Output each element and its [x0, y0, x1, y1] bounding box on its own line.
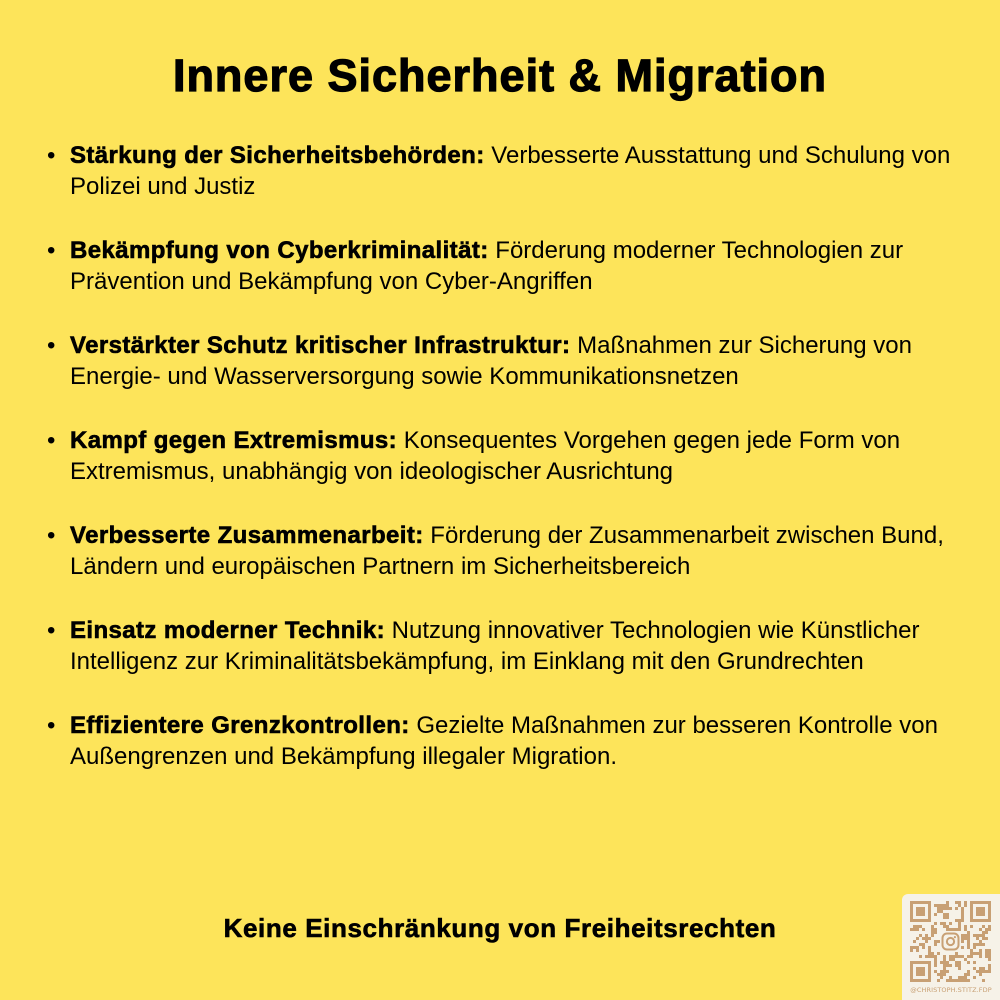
- qr-module: [931, 934, 934, 937]
- qr-module: [958, 967, 961, 970]
- qr-module: [982, 970, 985, 973]
- qr-module: [979, 955, 982, 958]
- qr-module: [934, 961, 937, 964]
- qr-module: [961, 919, 964, 922]
- qr-module: [967, 937, 970, 940]
- qr-module: [931, 928, 934, 931]
- item-text: Nutzung innovativer Technologien wie Künstlicher Intelligenz zur Kriminalitätsbekämpfung, im Einklang mit den Grundrechten: [70, 617, 920, 675]
- qr-module: [928, 955, 931, 958]
- qr-module: [943, 964, 946, 967]
- qr-module: [955, 955, 958, 958]
- qr-module: [970, 955, 973, 958]
- qr-module: [964, 928, 967, 931]
- qr-module: [916, 937, 919, 940]
- qr-module: [943, 958, 946, 961]
- qr-module: [955, 952, 958, 955]
- qr-module: [985, 955, 988, 958]
- qr-module: [979, 967, 982, 970]
- qr-module: [961, 955, 964, 958]
- qr-module: [910, 928, 913, 931]
- qr-module: [955, 979, 958, 982]
- qr-module: [973, 976, 976, 979]
- qr-module: [919, 943, 922, 946]
- qr-module: [946, 925, 949, 928]
- qr-module: [943, 973, 946, 976]
- qr-module: [934, 922, 937, 925]
- qr-module: [958, 922, 961, 925]
- qr-module: [988, 958, 991, 961]
- qr-module: [961, 916, 964, 919]
- bullet-icon: •: [47, 427, 56, 454]
- qr-module: [964, 973, 967, 976]
- qr-module: [961, 940, 964, 943]
- qr-module: [979, 934, 982, 937]
- qr-module: [940, 904, 943, 907]
- qr-module: [943, 922, 946, 925]
- item-heading: Verstärkter Schutz kritischer Infrastruktur:: [70, 332, 571, 359]
- qr-module: [964, 937, 967, 940]
- qr-module: [940, 976, 943, 979]
- qr-module: [967, 955, 970, 958]
- list-item: [45, 425, 970, 487]
- qr-module: [946, 901, 949, 904]
- qr-module: [928, 946, 931, 949]
- item-heading: Einsatz moderner Technik:: [70, 617, 385, 644]
- qr-module: [937, 979, 940, 982]
- qr-module: [928, 949, 931, 952]
- qr-module: [958, 961, 961, 964]
- qr-module: [958, 901, 961, 904]
- qr-module: [973, 961, 976, 964]
- qr-module: [967, 970, 970, 973]
- qr-module: [940, 973, 943, 976]
- qr-module: [925, 937, 928, 940]
- qr-module: [913, 925, 916, 928]
- qr-module: [955, 907, 958, 910]
- qr-module: [961, 946, 964, 949]
- qr-module: [946, 907, 949, 910]
- qr-finder-core: [976, 907, 985, 916]
- qr-module: [946, 916, 949, 919]
- qr-module: [928, 937, 931, 940]
- item-heading: Kampf gegen Extremismus:: [70, 427, 398, 454]
- qr-module: [979, 928, 982, 931]
- qr-module: [913, 940, 916, 943]
- qr-module: [922, 928, 925, 931]
- qr-module: [958, 955, 961, 958]
- qr-module: [919, 934, 922, 937]
- item-text: Maßnahmen zur Sicherung von Energie- und Wasserversorgung sowie Kommunikationsnetzen: [70, 332, 912, 390]
- list-item: [45, 520, 970, 582]
- qr-module: [931, 925, 934, 928]
- qr-module: [949, 907, 952, 910]
- qr-module: [949, 979, 952, 982]
- qr-module: [967, 931, 970, 934]
- qr-module: [982, 967, 985, 970]
- qr-finder-core: [916, 907, 925, 916]
- qr-module: [988, 964, 991, 967]
- qr-module: [934, 940, 937, 943]
- qr-module: [967, 946, 970, 949]
- qr-module: [913, 946, 916, 949]
- qr-module: [916, 928, 919, 931]
- qr-module: [913, 928, 916, 931]
- item-text: Förderung der Zusammenarbeit zwischen Bund, Ländern und europäischen Partnern im Sicherheitsbereich: [70, 522, 944, 580]
- qr-module: [937, 973, 940, 976]
- qr-module: [961, 979, 964, 982]
- qr-module: [976, 937, 979, 940]
- qr-module: [988, 952, 991, 955]
- qr-module: [988, 955, 991, 958]
- qr-module: [925, 940, 928, 943]
- qr-module: [979, 943, 982, 946]
- qr-module: [970, 949, 973, 952]
- list-item: [45, 710, 970, 772]
- qr-module: [988, 970, 991, 973]
- qr-module: [943, 925, 946, 928]
- qr-module: [955, 919, 958, 922]
- qr-module: [958, 925, 961, 928]
- qr-module: [973, 946, 976, 949]
- qr-module: [949, 955, 952, 958]
- qr-module: [949, 922, 952, 925]
- qr-module: [982, 943, 985, 946]
- qr-module: [937, 952, 940, 955]
- qr-module: [967, 961, 970, 964]
- qr-module: [946, 970, 949, 973]
- qr-module: [982, 937, 985, 940]
- item-heading: Verbesserte Zusammenarbeit:: [70, 522, 424, 549]
- qr-module: [943, 955, 946, 958]
- bullet-icon: •: [47, 142, 56, 169]
- qr-module: [934, 928, 937, 931]
- qr-module: [952, 958, 955, 961]
- qr-module: [937, 910, 940, 913]
- qr-module: [943, 967, 946, 970]
- qr-module: [967, 973, 970, 976]
- qr-module: [976, 934, 979, 937]
- instagram-handle: @CHRISTOPH.STITZ.FDP: [910, 986, 992, 994]
- qr-module: [964, 904, 967, 907]
- qr-module: [961, 910, 964, 913]
- qr-module: [940, 970, 943, 973]
- qr-module: [931, 931, 934, 934]
- qr-module: [961, 913, 964, 916]
- qr-module: [958, 919, 961, 922]
- list-item: [45, 235, 970, 297]
- qr-module: [925, 934, 928, 937]
- qr-module: [985, 970, 988, 973]
- qr-module: [943, 913, 946, 916]
- qr-module: [955, 901, 958, 904]
- qr-module: [967, 943, 970, 946]
- qr-module: [931, 952, 934, 955]
- qr-module: [964, 979, 967, 982]
- qr-module: [973, 943, 976, 946]
- item-text: Verbesserte Ausstattung und Schulung von Polizei und Justiz: [70, 142, 951, 200]
- qr-module: [946, 928, 949, 931]
- qr-module: [952, 955, 955, 958]
- bullet-icon: •: [47, 522, 56, 549]
- qr-module: [958, 904, 961, 907]
- qr-module: [919, 925, 922, 928]
- bullet-icon: •: [47, 712, 56, 739]
- qr-module: [982, 934, 985, 937]
- qr-module: [967, 934, 970, 937]
- qr-module: [937, 940, 940, 943]
- qr-module: [955, 928, 958, 931]
- qr-module: [934, 943, 937, 946]
- qr-module: [961, 907, 964, 910]
- qr-module: [931, 955, 934, 958]
- qr-module: [934, 931, 937, 934]
- qr-module: [910, 949, 913, 952]
- qr-module: [946, 913, 949, 916]
- qr-module: [955, 961, 958, 964]
- qr-module: [940, 907, 943, 910]
- qr-module: [937, 907, 940, 910]
- qr-module: [928, 952, 931, 955]
- list-item: [45, 615, 970, 677]
- qr-module: [937, 904, 940, 907]
- qr-module: [943, 961, 946, 964]
- qr-module: [964, 925, 967, 928]
- item-text: Gezielte Maßnahmen zur besseren Kontrolle von Außengrenzen und Bekämpfung illegaler Migration.: [70, 712, 938, 770]
- qr-module: [961, 976, 964, 979]
- qr-module: [988, 925, 991, 928]
- qr-module: [961, 937, 964, 940]
- qr-module: [964, 976, 967, 979]
- qr-module: [919, 955, 922, 958]
- qr-module: [940, 910, 943, 913]
- qr-module: [934, 955, 937, 958]
- qr-module: [988, 949, 991, 952]
- qr-module: [979, 940, 982, 943]
- qr-module: [967, 979, 970, 982]
- qr-module: [940, 961, 943, 964]
- qr-module: [940, 922, 943, 925]
- item-heading: Effizientere Grenzkontrollen:: [70, 712, 410, 739]
- qr-module: [973, 934, 976, 937]
- qr-module: [910, 946, 913, 949]
- qr-module: [985, 931, 988, 934]
- qr-module: [979, 952, 982, 955]
- list-item: [45, 330, 970, 392]
- qr-module: [958, 964, 961, 967]
- page-title: Innere Sicherheit & Migration: [172, 50, 828, 101]
- qr-module: [982, 931, 985, 934]
- qr-module: [916, 946, 919, 949]
- qr-module: [934, 964, 937, 967]
- qr-module: [970, 952, 973, 955]
- item-text: Förderung moderner Technologien zur Prävention und Bekämpfung von Cyber-Angriffen: [70, 237, 904, 295]
- qr-module: [934, 913, 937, 916]
- qr-module: [970, 925, 973, 928]
- qr-module: [976, 943, 979, 946]
- qr-module: [985, 928, 988, 931]
- bullet-icon: •: [47, 237, 56, 264]
- qr-module: [943, 970, 946, 973]
- qr-module: [961, 934, 964, 937]
- qr-module: [985, 949, 988, 952]
- footer-slogan: Keine Einschränkung von Freiheitsrechten: [223, 913, 777, 943]
- qr-module: [922, 937, 925, 940]
- qr-module: [952, 928, 955, 931]
- instagram-icon: [941, 932, 961, 952]
- qr-module: [949, 976, 952, 979]
- qr-module: [988, 928, 991, 931]
- qr-code[interactable]: [902, 894, 1000, 1000]
- qr-module: [946, 904, 949, 907]
- qr-module: [967, 940, 970, 943]
- qr-module: [934, 970, 937, 973]
- qr-module: [985, 952, 988, 955]
- item-heading: Bekämpfung von Cyberkriminalität:: [70, 237, 489, 264]
- qr-module: [973, 952, 976, 955]
- qr-module: [964, 934, 967, 937]
- qr-module: [979, 973, 982, 976]
- item-text: Konsequentes Vorgehen gegen jede Form von Extremismus, unabhängig von ideologischer Ausrichtung: [70, 427, 901, 485]
- qr-module: [916, 949, 919, 952]
- qr-module: [949, 964, 952, 967]
- qr-module: [949, 958, 952, 961]
- list-item: [45, 140, 970, 202]
- bullet-icon: •: [47, 617, 56, 644]
- qr-module: [946, 979, 949, 982]
- qr-module: [982, 925, 985, 928]
- qr-module: [949, 928, 952, 931]
- item-heading: Stärkung der Sicherheitsbehörden:: [70, 142, 485, 169]
- qr-module: [943, 916, 946, 919]
- qr-module: [979, 970, 982, 973]
- qr-module: [958, 979, 961, 982]
- qr-module: [955, 964, 958, 967]
- policy-list: [45, 140, 970, 805]
- qr-pattern: [902, 894, 1000, 986]
- qr-module: [934, 958, 937, 961]
- qr-module: [922, 946, 925, 949]
- qr-module: [946, 961, 949, 964]
- qr-module: [976, 970, 979, 973]
- qr-module: [988, 967, 991, 970]
- qr-module: [916, 925, 919, 928]
- qr-module: [976, 952, 979, 955]
- qr-module: [943, 904, 946, 907]
- qr-module: [952, 979, 955, 982]
- qr-module: [934, 904, 937, 907]
- qr-module: [985, 937, 988, 940]
- qr-module: [946, 964, 949, 967]
- qr-finder-core: [916, 967, 925, 976]
- qr-module: [922, 943, 925, 946]
- qr-module: [973, 967, 976, 970]
- qr-module: [943, 907, 946, 910]
- bullet-icon: •: [47, 332, 56, 359]
- qr-module: [979, 949, 982, 952]
- qr-module: [958, 928, 961, 931]
- qr-module: [925, 955, 928, 958]
- qr-module: [958, 976, 961, 979]
- qr-module: [964, 958, 967, 961]
- qr-module: [964, 901, 967, 904]
- qr-module: [982, 979, 985, 982]
